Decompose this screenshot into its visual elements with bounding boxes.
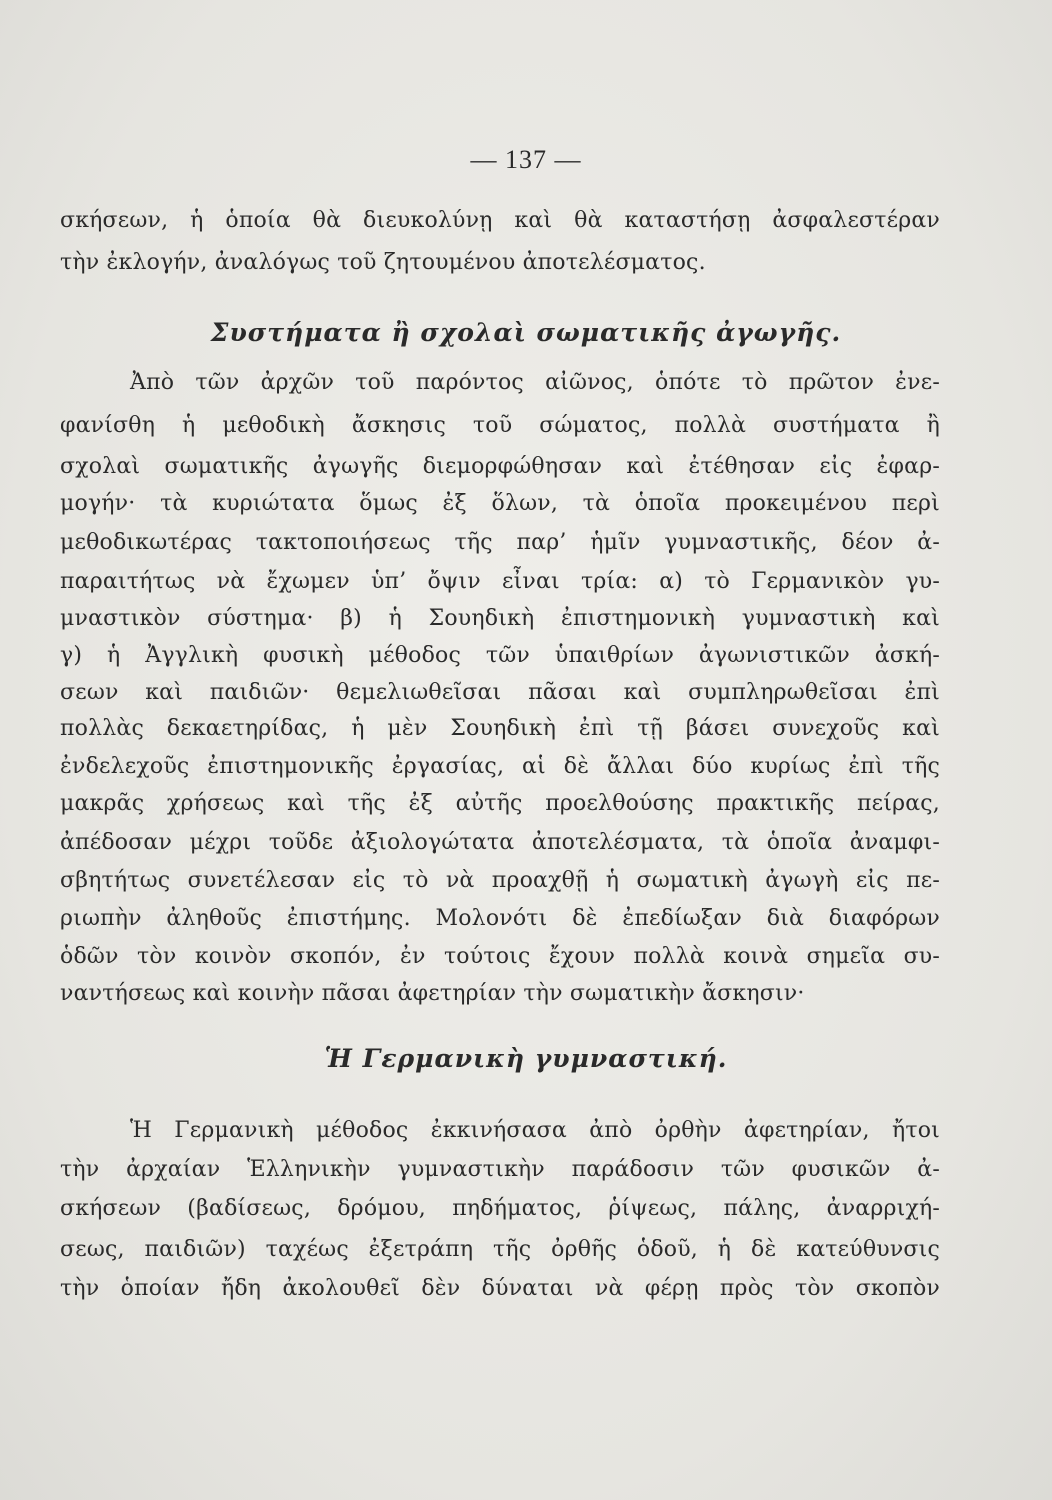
- text-line: μεθοδικωτέρας τακτοποιήσεως τῆς παρ’ ἡμῖν γυμναστικῆς, δέον ἀ-: [60, 530, 940, 555]
- text-line: σεων καὶ παιδιῶν· θεμελιωθεῖσαι πᾶσαι καὶ συμπληρωθεῖσαι ἐπὶ: [60, 680, 940, 705]
- text-line: ὁδῶν τὸν κοινὸν σκοπόν, ἐν τούτοις ἔχουν πολλὰ κοινὰ σημεῖα συ-: [60, 944, 940, 969]
- text-line: σχολαὶ σωματικῆς ἀγωγῆς διεμορφώθησαν καὶ ἐτέθησαν εἰς ἐφαρ-: [60, 454, 940, 479]
- text-line: σβητήτως συνετέλεσαν εἰς τὸ νὰ προαχθῇ ἡ σωματικὴ ἀγωγὴ εἰς πε-: [60, 868, 940, 893]
- text-line: τὴν ἐκλογήν, ἀναλόγως τοῦ ζητουμένου ἀποτελέσματος.: [60, 250, 706, 275]
- text-line: μογήν· τὰ κυριώτατα ὅμως ἐξ ὅλων, τὰ ὁποῖα προκειμένου περὶ: [60, 491, 940, 516]
- text-line: μναστικὸν σύστημα· β) ἡ Σουηδικὴ ἐπιστημονικὴ γυμναστικὴ καὶ: [60, 606, 940, 631]
- text-line: τὴν ὁποίαν ἤδη ἀκολουθεῖ δὲν δύναται νὰ φέρῃ πρὸς τὸν σκοπὸν: [60, 1276, 940, 1301]
- text-line: σεως, παιδιῶν) ταχέως ἐξετράπη τῆς ὀρθῆς ὁδοῦ, ἡ δὲ κατεύθυνσις: [60, 1237, 940, 1262]
- text-line: φανίσθη ἡ μεθοδικὴ ἄσκησις τοῦ σώματος, πολλὰ συστήματα ἢ: [60, 413, 940, 438]
- text-line: σκήσεων (βαδίσεως, δρόμου, πηδήματος, ῥίψεως, πάλης, ἀναρριχή-: [60, 1196, 940, 1221]
- section-heading: Συστήματα ἢ σχολαὶ σωματικῆς ἀγωγῆς.: [210, 318, 842, 347]
- text-line: σκήσεων, ἡ ὁποία θὰ διευκολύνῃ καὶ θὰ καταστήσῃ ἀσφαλεστέραν: [60, 208, 940, 233]
- text-line: ριωπὴν ἀληθοῦς ἐπιστήμης. Μολονότι δὲ ἐπεδίωξαν διὰ διαφόρων: [60, 906, 940, 931]
- text-line: μακρᾶς χρήσεως καὶ τῆς ἐξ αὐτῆς προελθούσης πρακτικῆς πείρας,: [60, 791, 940, 816]
- text-line: ἐνδελεχοῦς ἐπιστημονικῆς ἐργασίας, αἱ δὲ ἄλλαι δύο κυρίως ἐπὶ τῆς: [60, 754, 940, 779]
- text-line: ἀπέδοσαν μέχρι τοῦδε ἀξιολογώτατα ἀποτελέσματα, τὰ ὁποῖα ἀναμφι-: [60, 830, 940, 855]
- text-line: παραιτήτως νὰ ἔχωμεν ὑπ’ ὄψιν εἶναι τρία: α) τὸ Γερμανικὸν γυ-: [60, 569, 940, 594]
- text-line: τὴν ἀρχαίαν Ἑλληνικὴν γυμναστικὴν παράδοσιν τῶν φυσικῶν ἀ-: [60, 1157, 940, 1182]
- text-line: γ) ἡ Ἀγγλικὴ φυσικὴ μέθοδος τῶν ὑπαιθρίων ἀγωνιστικῶν ἀσκή-: [60, 643, 940, 668]
- text-line: Ἡ Γερμανικὴ μέθοδος ἐκκινήσασα ἀπὸ ὀρθὴν ἀφετηρίαν, ἤτοι: [130, 1118, 940, 1143]
- text-line: ναντήσεως καὶ κοινὴν πᾶσαι ἀφετηρίαν τὴν σωματικὴν ἄσκησιν·: [60, 981, 805, 1006]
- text-line: πολλὰς δεκαετηρίδας, ἡ μὲν Σουηδικὴ ἐπὶ τῇ βάσει συνεχοῦς καὶ: [60, 716, 940, 741]
- section-heading: Ἡ Γερμανικὴ γυμναστική.: [324, 1044, 728, 1073]
- text-line: Ἀπὸ τῶν ἀρχῶν τοῦ παρόντος αἰῶνος, ὁπότε τὸ πρῶτον ἐνε-: [130, 370, 940, 395]
- page-number: — 137 —: [470, 145, 582, 174]
